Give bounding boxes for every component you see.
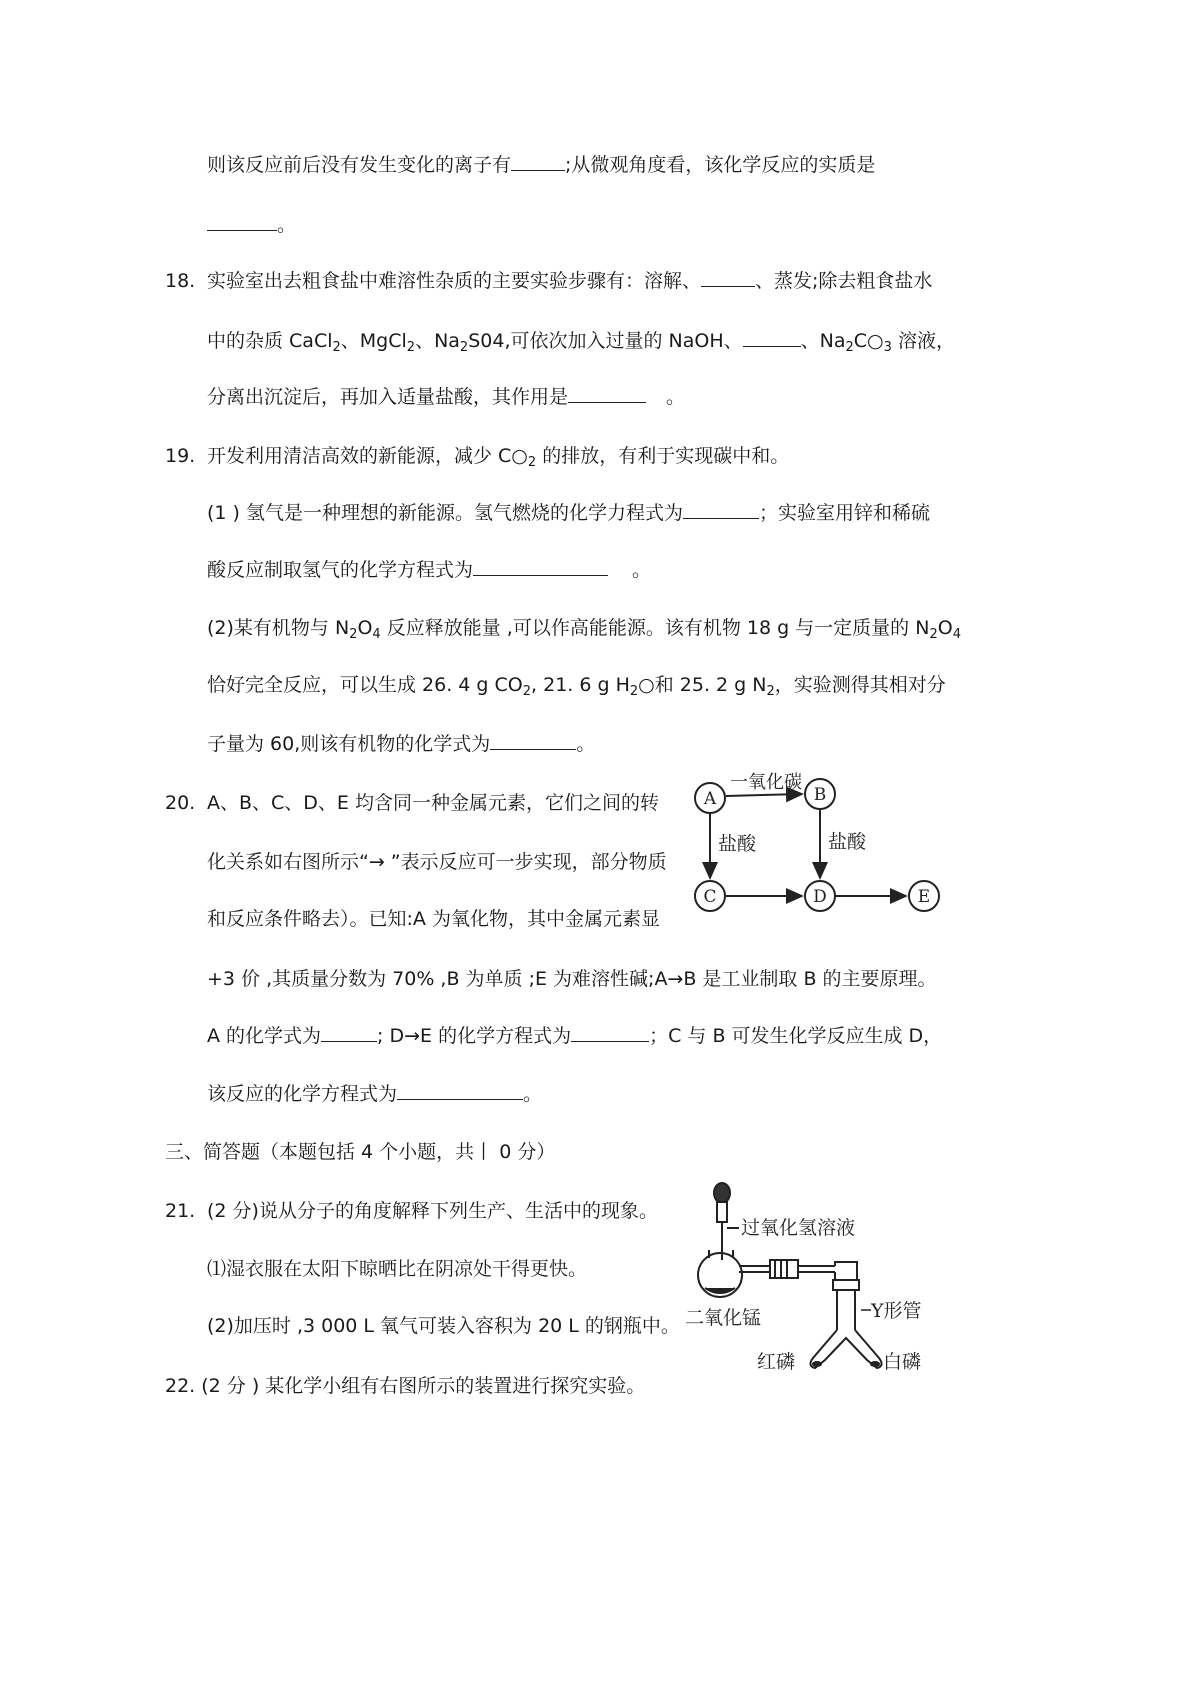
svg-text:B: B	[813, 785, 827, 805]
q19-part1-line1: (1 ) 氢气是一种理想的新能源。氢气燃烧的化学力程式为 ；实验室用锌和稀硫	[207, 502, 931, 524]
q20-blank-c-b	[397, 1081, 523, 1100]
node-b	[805, 779, 835, 809]
q20-line5: A 的化学式为 ; D→E 的化学方程式为 ；C 与 B 可发生化学反应生成 D，	[207, 1025, 943, 1047]
q19-number: 19.	[165, 445, 196, 467]
q20-line2: 化关系如右图所示“→ ”表示反应可一步实现，部分物质	[207, 851, 667, 873]
svg-text:A: A	[703, 789, 717, 809]
label-hcl-left: 盐酸	[718, 833, 757, 855]
node-d	[805, 881, 835, 911]
q20-line1: A、B、C、D、E 均含同一种金属元素，它们之间的转	[207, 792, 659, 814]
label-co: 一氧化碳	[730, 772, 802, 793]
delivery-tube	[739, 1260, 857, 1280]
q19-blank-formula	[490, 731, 576, 750]
q20-line3: 和反应条件略去）。已知:A 为氧化物，其中金属元素显	[207, 908, 660, 930]
q18-line3: 分离出沉淀后，再加入适量盐酸，其作用是 。	[207, 386, 686, 408]
svg-text:E: E	[917, 887, 931, 907]
q17-line2: 。	[207, 212, 296, 238]
q17-blank-essence	[207, 212, 277, 231]
svg-text:D: D	[813, 887, 827, 907]
q20-line6: 该反应的化学方程式为 。	[207, 1083, 543, 1105]
q18-number: 18.	[165, 270, 196, 292]
q17-blank-ions	[511, 152, 565, 171]
node-a	[695, 783, 725, 813]
q19-intro: 开发利用清洁高效的新能源，减少 $C○_2$ 的排放，有利于实现碳中和。	[207, 445, 790, 470]
arrow-a-to-b	[726, 794, 802, 796]
q19-blank-h2-burn	[683, 500, 759, 519]
q20-blank-a-formula	[321, 1023, 377, 1042]
q21-intro: (2 分)说从分子的角度解释下列生产、生活中的现象。	[207, 1200, 658, 1222]
q17-line1: 则该反应前后没有发生变化的离子有 ;从微观角度看，该化学反应的实质是	[207, 154, 876, 176]
dropper-icon	[714, 1183, 739, 1260]
q20-number: 20.	[165, 792, 196, 814]
q20-line4: +3 价 ,其质量分数为 70% ,B 为单质 ;E 为难溶性碱;A→B 是工业制取 B 的主要原理。	[207, 968, 937, 990]
q20-transformation-diagram	[680, 770, 952, 920]
label-white-phosphorus: 白磷	[883, 1351, 922, 1373]
q19-blank-zn-h2so4	[473, 557, 608, 576]
q20-blank-d-to-e	[571, 1023, 649, 1042]
label-hcl-right: 盐酸	[828, 831, 867, 853]
section-3-title: 三、简答题（本题包括 4 个小题，共丨 0 分）	[165, 1141, 556, 1163]
node-c	[695, 881, 725, 911]
q21-part2: (2)加压时 ,3 000 L 氧气可装入容积为 20 L 的钢瓶中。	[207, 1315, 680, 1337]
q19-part2-line3: 子量为 60,则该有机物的化学式为 。	[207, 733, 596, 755]
q21-part1: ⑴湿衣服在太阳下晾晒比在阴凉处干得更快。	[207, 1258, 588, 1280]
q18-line1: 实验室出去粗食盐中难溶性杂质的主要实验步骤有：溶解、 、蒸发;除去粗食盐水	[207, 270, 933, 292]
label-ytube: Y形管	[871, 1300, 922, 1322]
q19-part1-line2: 酸反应制取氢气的化学方程式为 。	[207, 559, 652, 581]
q21-number: 21.	[165, 1200, 196, 1222]
q19-part2-line2: 恰好完全反应，可以生成 26. 4 g $CO_2$, 21. 6 g $H_2○$和 25. 2 g $N_2$，实验测得其相对分	[207, 674, 946, 699]
label-mno2: 二氧化锰	[685, 1307, 762, 1329]
label-red-phosphorus: 红磷	[757, 1351, 796, 1373]
q18-blank-reagent	[743, 328, 801, 347]
q18-line2: 中的杂质 CaCl$_2$、MgCl$_2$、$Na_2S04$,可依次加入过量的 NaOH、 、$Na_2C○_3$ 溶液，	[207, 330, 955, 355]
label-h2o2: 过氧化氢溶液	[741, 1217, 856, 1239]
q22-text: 22. (2 分 ) 某化学小组有右图所示的装置进行探究实验。	[165, 1375, 646, 1397]
flask-icon	[698, 1250, 742, 1297]
q18-blank-step	[701, 268, 755, 287]
q19-part2-line1: (2)某有机物与 $N_2O_4$ 反应释放能量 ,可以作高能能源。该有机物 18 g 与一定质量的 $N_2O_4$	[207, 617, 961, 642]
node-e	[909, 881, 939, 911]
svg-text:C: C	[703, 887, 717, 907]
q18-blank-purpose	[568, 384, 646, 403]
apparatus-figure	[675, 1180, 950, 1380]
y-tube-icon	[810, 1280, 881, 1368]
